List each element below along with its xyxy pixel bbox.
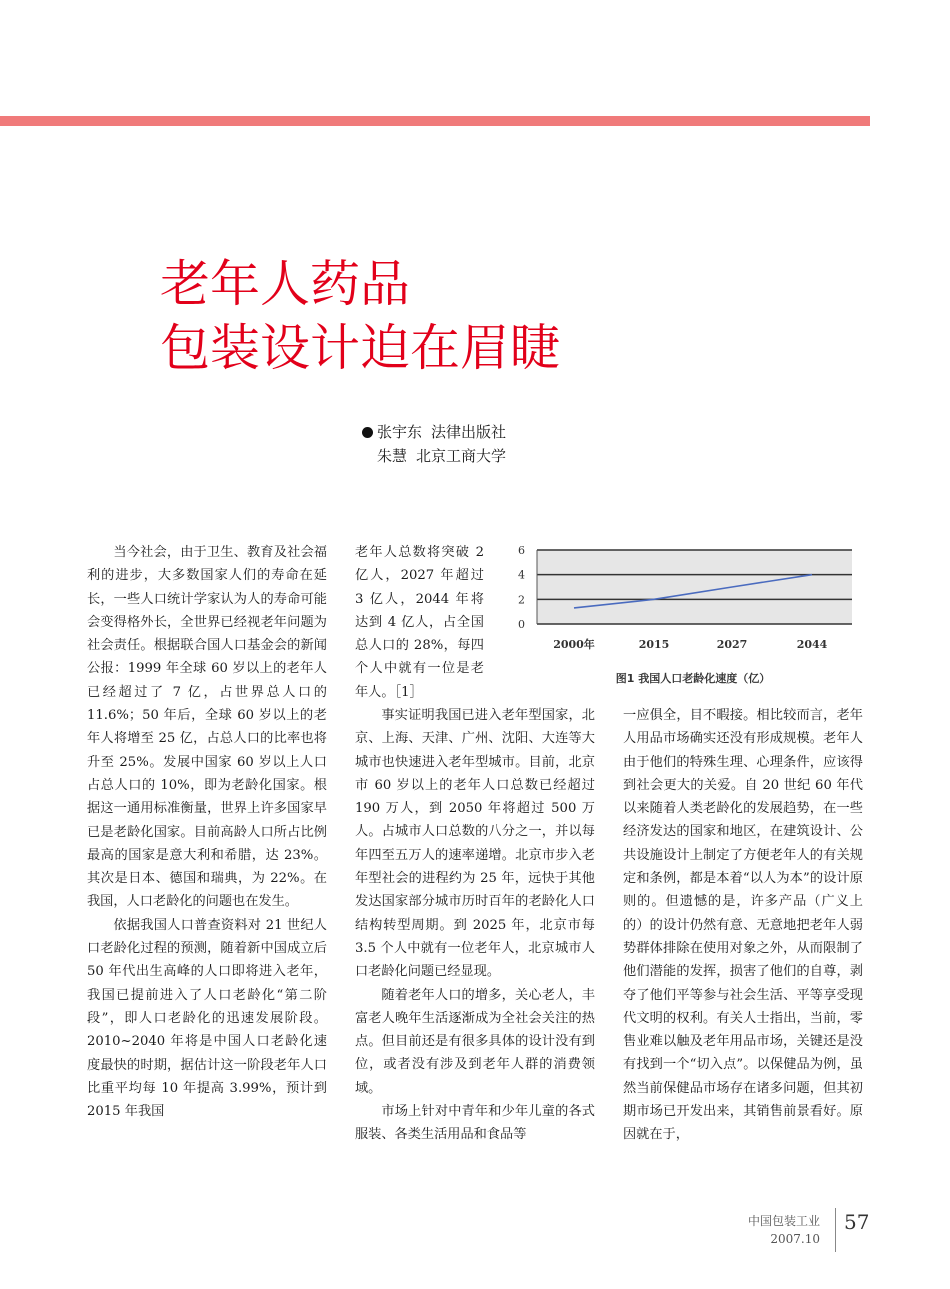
y-tick-label: 4 — [518, 568, 525, 582]
x-tick-label: 2044 — [796, 638, 828, 651]
footer-divider — [835, 1208, 836, 1252]
top-color-rule — [0, 116, 870, 126]
paragraph: 当今社会，由于卫生、教育及社会福利的进步，大多数国家人们的寿命在延长，一些人口统计学家认为人的寿命可能会变得格外长，全世界已经视老年问题为社会责任。根据联合国人口基金会的新闻公报：1999 年全球 60 岁以上的老年人已经超过了 7 亿，占世界总人口的 11.6%；50 年后，全球 60 岁以上的老年人将增至 25 亿，占总人口的比率也将升至 25%。发展中国家 60 岁以上人口占总人口的 10%，即为老龄化国家。根据这一通用标准衡量，世界上许多国家早已是老龄化国家。目前高龄人口所占比例最高的国家是意大利和希腊，达 23%。其次是日本、德国和瑞典，为 22%。在我国，人口老龄化的问题也在发生。 — [87, 545, 327, 910]
plot-area — [537, 550, 852, 624]
issue-date: 2007.10 — [770, 1232, 820, 1246]
y-tick-label: 0 — [518, 618, 525, 631]
paragraph: 市场上针对中青年和少年儿童的各式服装、各类生活用品和食品等 — [355, 1104, 595, 1143]
paragraph: 依据我国人口普查资料对 21 世纪人口老龄化过程的预测，随着新中国成立后 50 年代出生高峰的人口即将进入老年，我国已提前进入了人口老龄化“第二阶段”，即人口老龄化的迅速发展阶段。2010~2040 年将是中国人口老龄化速度最快的时期，据估计这一阶段老年人口比重平均每 10 年提高 3.99%，预计到 2015 年我国 — [87, 917, 327, 1120]
body-column-3 — [623, 704, 863, 1147]
body-column-1 — [87, 541, 327, 1123]
y-tick-label: 6 — [518, 544, 525, 557]
aging-line-chart — [508, 540, 868, 690]
bullet-icon — [362, 427, 373, 438]
page-footer — [740, 1212, 880, 1254]
paragraph: 随着老年人口的增多，关心老人，丰富老人晚年生活逐渐成为全社会关注的热点。但目前还是有很多具体的设计没有到位，或者没有涉及到老年人群的消费领域。 — [355, 987, 595, 1096]
body-column-2 — [355, 704, 595, 1147]
figure-caption: 图1 我国人口老龄化速度（亿） — [615, 672, 771, 685]
affiliation-2: 北京工商大学 — [416, 447, 507, 465]
article-title — [160, 252, 560, 380]
title-line-1: 老年人药品 — [160, 255, 410, 313]
y-tick-label: 2 — [518, 593, 525, 607]
affiliation-1: 法律出版社 — [431, 423, 507, 441]
author-1: 张宇东 — [377, 423, 423, 441]
body-column-2-top — [355, 541, 484, 704]
paragraph-continued: 一应俱全，目不暇接。相比较而言，老年人用品市场确实还没有形成规模。老年人由于他们的特殊生理、心理条件，应该得到社会更大的关爱。自 20 世纪 60 年代以来随着人类老龄化的发展趋势，在一些经济发达的国家和地区，在建筑设计、公共设施设计上制定了方便老年人的有关规定和条例，都是本着“以人为本”的设计原则的。但遗憾的是，许多产品（广义上的）的设计仍然有意、无意地把老年人弱势群体排除在使用对象之外，从而限制了他们潜能的发挥，损害了他们的自尊，剥夺了他们平等参与社会生活、平等享受现代文明的权利。有关人士指出，当前，零售业难以触及老年用品市场，关键还是没有找到一个“切入点”。以保健品为例，虽然当前保健品市场存在诸多问题，但其初期市场已开发出来，其销售前景看好。原因就在于， — [623, 708, 863, 1143]
figure-1 — [508, 540, 868, 690]
paragraph: 事实证明我国已进入老年型国家，北京、上海、天津、广州、沈阳、大连等大城市也快速进入老年型城市。目前，北京市 60 岁以上的老年人口总数已经超过 190 万人，到 2050 年将超过 500 万人。占城市人口总数的八分之一，并以每年四至五万人的速率递增。北京市步入老年型社会的进程约为 25 年，远快于其他发达国家部分城市历时百年的老龄化人口结构转型周期。到 2025 年，北京市每 3.5 个人中就有一位老年人，北京城市人口老龄化问题已经显现。 — [355, 708, 595, 980]
page-number: 57 — [844, 1210, 870, 1234]
x-tick-label: 2027 — [716, 638, 748, 651]
byline — [362, 420, 506, 468]
paragraph-continued: 老年人总数将突破 2 亿人，2027 年超过 3 亿人，2044 年将达到 4 亿人，占全国总人口的 28%，每四个人中就有一位是老年人。［1］ — [355, 545, 484, 700]
byline-row-1 — [362, 420, 506, 444]
author-2: 朱慧 — [377, 447, 408, 465]
x-tick-label: 2000年 — [553, 638, 595, 651]
title-line-2: 包装设计迫在眉睫 — [160, 319, 560, 377]
journal-name: 中国包装工业 — [747, 1214, 820, 1228]
x-tick-label: 2015 — [638, 638, 670, 651]
byline-row-2 — [362, 444, 506, 468]
